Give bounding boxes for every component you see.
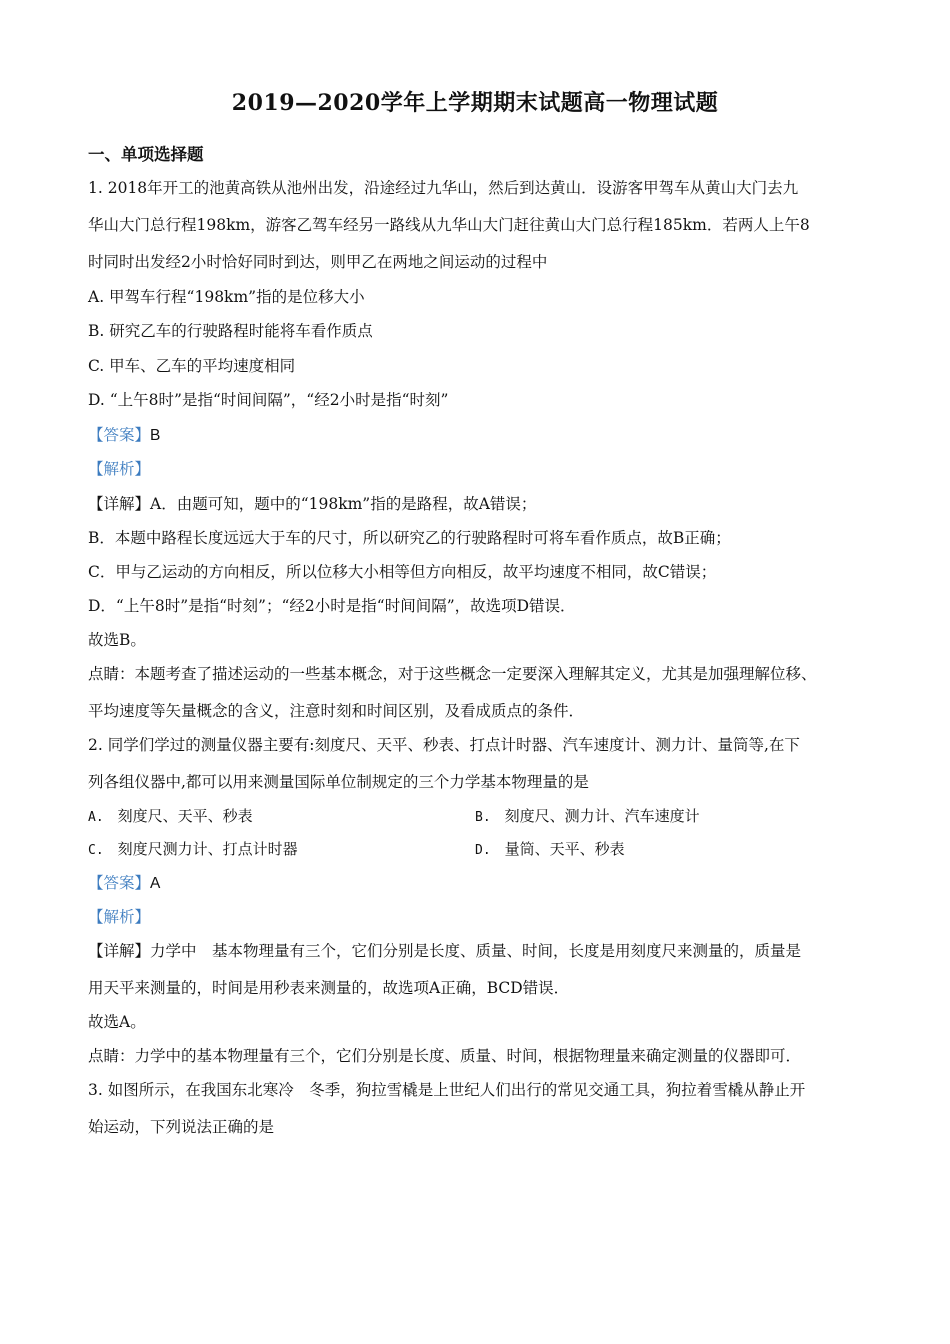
q1-option-b: B. 研究乙车的行驶路程时能将车看作质点: [88, 322, 373, 340]
option-label: A.: [88, 810, 104, 825]
q1-detail-line-1: 【详解】A．由题可知，题中的“198km”指的是路程，故A错误；: [88, 495, 537, 513]
q1-detail-line-2: B．本题中路程长度远远大于车的尺寸，所以研究乙的行驶路程时可将车看作质点，故B正确；: [88, 529, 731, 547]
option-text: 刻度尺、天平、秒表: [117, 807, 253, 825]
answer-tag: 【答案】: [88, 426, 151, 444]
q1-answer: [88, 425, 160, 446]
q2-option-b: [475, 806, 700, 828]
option-label: C.: [88, 843, 104, 858]
answer-value: A: [150, 875, 161, 892]
q1-analysis-tag: 【解析】: [88, 460, 151, 478]
option-text: 刻度尺、测力计、汽车速度计: [504, 807, 700, 825]
q2-detail-line-3: 故选A。: [88, 1013, 146, 1031]
q1-stem-line-2: 华山大门总行程198km，游客乙驾车经另一路线从九华山大门赶往黄山大门总行程185km．若两人上午8: [88, 216, 810, 234]
option-text: 量筒、天平、秒表: [504, 840, 625, 858]
q3-stem-line-1: 3. 如图所示，在我国东北寒冷 冬季，狗拉雪橇是上世纪人们出行的常见交通工具，狗拉着雪橇从静止开: [88, 1081, 806, 1099]
q2-detail-line-2: 用天平来测量的，时间是用秒表来测量的，故选项A正确，BCD错误．: [88, 979, 570, 997]
q1-stem-line-1: 1. 2018年开工的池黄高铁从池州出发，沿途经过九华山，然后到达黄山．设游客甲驾车从黄山大门去九: [88, 179, 799, 197]
q1-detail-line-5: 故选B。: [88, 631, 146, 649]
q2-option-a: [88, 806, 253, 828]
q1-stem-line-3: 时同时出发经2小时恰好同时到达，则甲乙在两地之间运动的过程中: [88, 253, 548, 271]
q1-option-d: D. “上午8时”是指“时间间隔”，“经2小时是指“时刻”: [88, 391, 449, 409]
q2-option-d: [475, 839, 625, 861]
q2-answer: [88, 873, 160, 894]
option-label: D.: [475, 843, 491, 858]
section-heading: 一、单项选择题: [88, 145, 204, 164]
q1-note-line-2: 平均速度等矢量概念的含义，注意时刻和时间区别，及看成质点的条件．: [88, 702, 585, 720]
answer-tag: 【答案】: [88, 874, 151, 892]
q2-note-line: 点睛：力学中的基本物理量有三个，它们分别是长度、质量、时间，根据物理量来确定测量的仪器即可．: [88, 1047, 802, 1065]
answer-value: B: [150, 427, 161, 444]
q2-analysis-tag: 【解析】: [88, 908, 151, 926]
q3-stem-line-2: 始运动，下列说法正确的是: [88, 1118, 275, 1136]
q2-option-c: [88, 839, 298, 861]
q1-note-line-1: 点睛：本题考查了描述运动的一些基本概念，对于这些概念一定要深入理解其定义，尤其是加强理解位移、: [88, 665, 817, 683]
q2-stem-line-1: 2. 同学们学过的测量仪器主要有:刻度尺、天平、秒表、打点计时器、汽车速度计、测力计、量筒等,在下: [88, 736, 800, 754]
q2-detail-line-1: 【详解】力学中 基本物理量有三个，它们分别是长度、质量、时间，长度是用刻度尺来测量的，质量是: [88, 942, 802, 960]
q1-option-a: A. 甲驾车行程“198km”指的是位移大小: [88, 288, 365, 306]
option-text: 刻度尺测力计、打点计时器: [117, 840, 298, 858]
page-title: 2019—2020学年上学期期末试题高一物理试题: [231, 90, 719, 116]
option-label: B.: [475, 810, 491, 825]
q1-detail-line-4: D．“上午8时”是指“时刻”；“经2小时是指“时间间隔”，故选项D错误．: [88, 597, 576, 615]
q2-stem-line-2: 列各组仪器中,都可以用来测量国际单位制规定的三个力学基本物理量的是: [88, 773, 589, 791]
q1-detail-line-3: C．甲与乙运动的方向相反，所以位移大小相等但方向相反，故平均速度不相同，故C错误；: [88, 563, 717, 581]
q1-option-c: C. 甲车、乙车的平均速度相同: [88, 357, 296, 375]
